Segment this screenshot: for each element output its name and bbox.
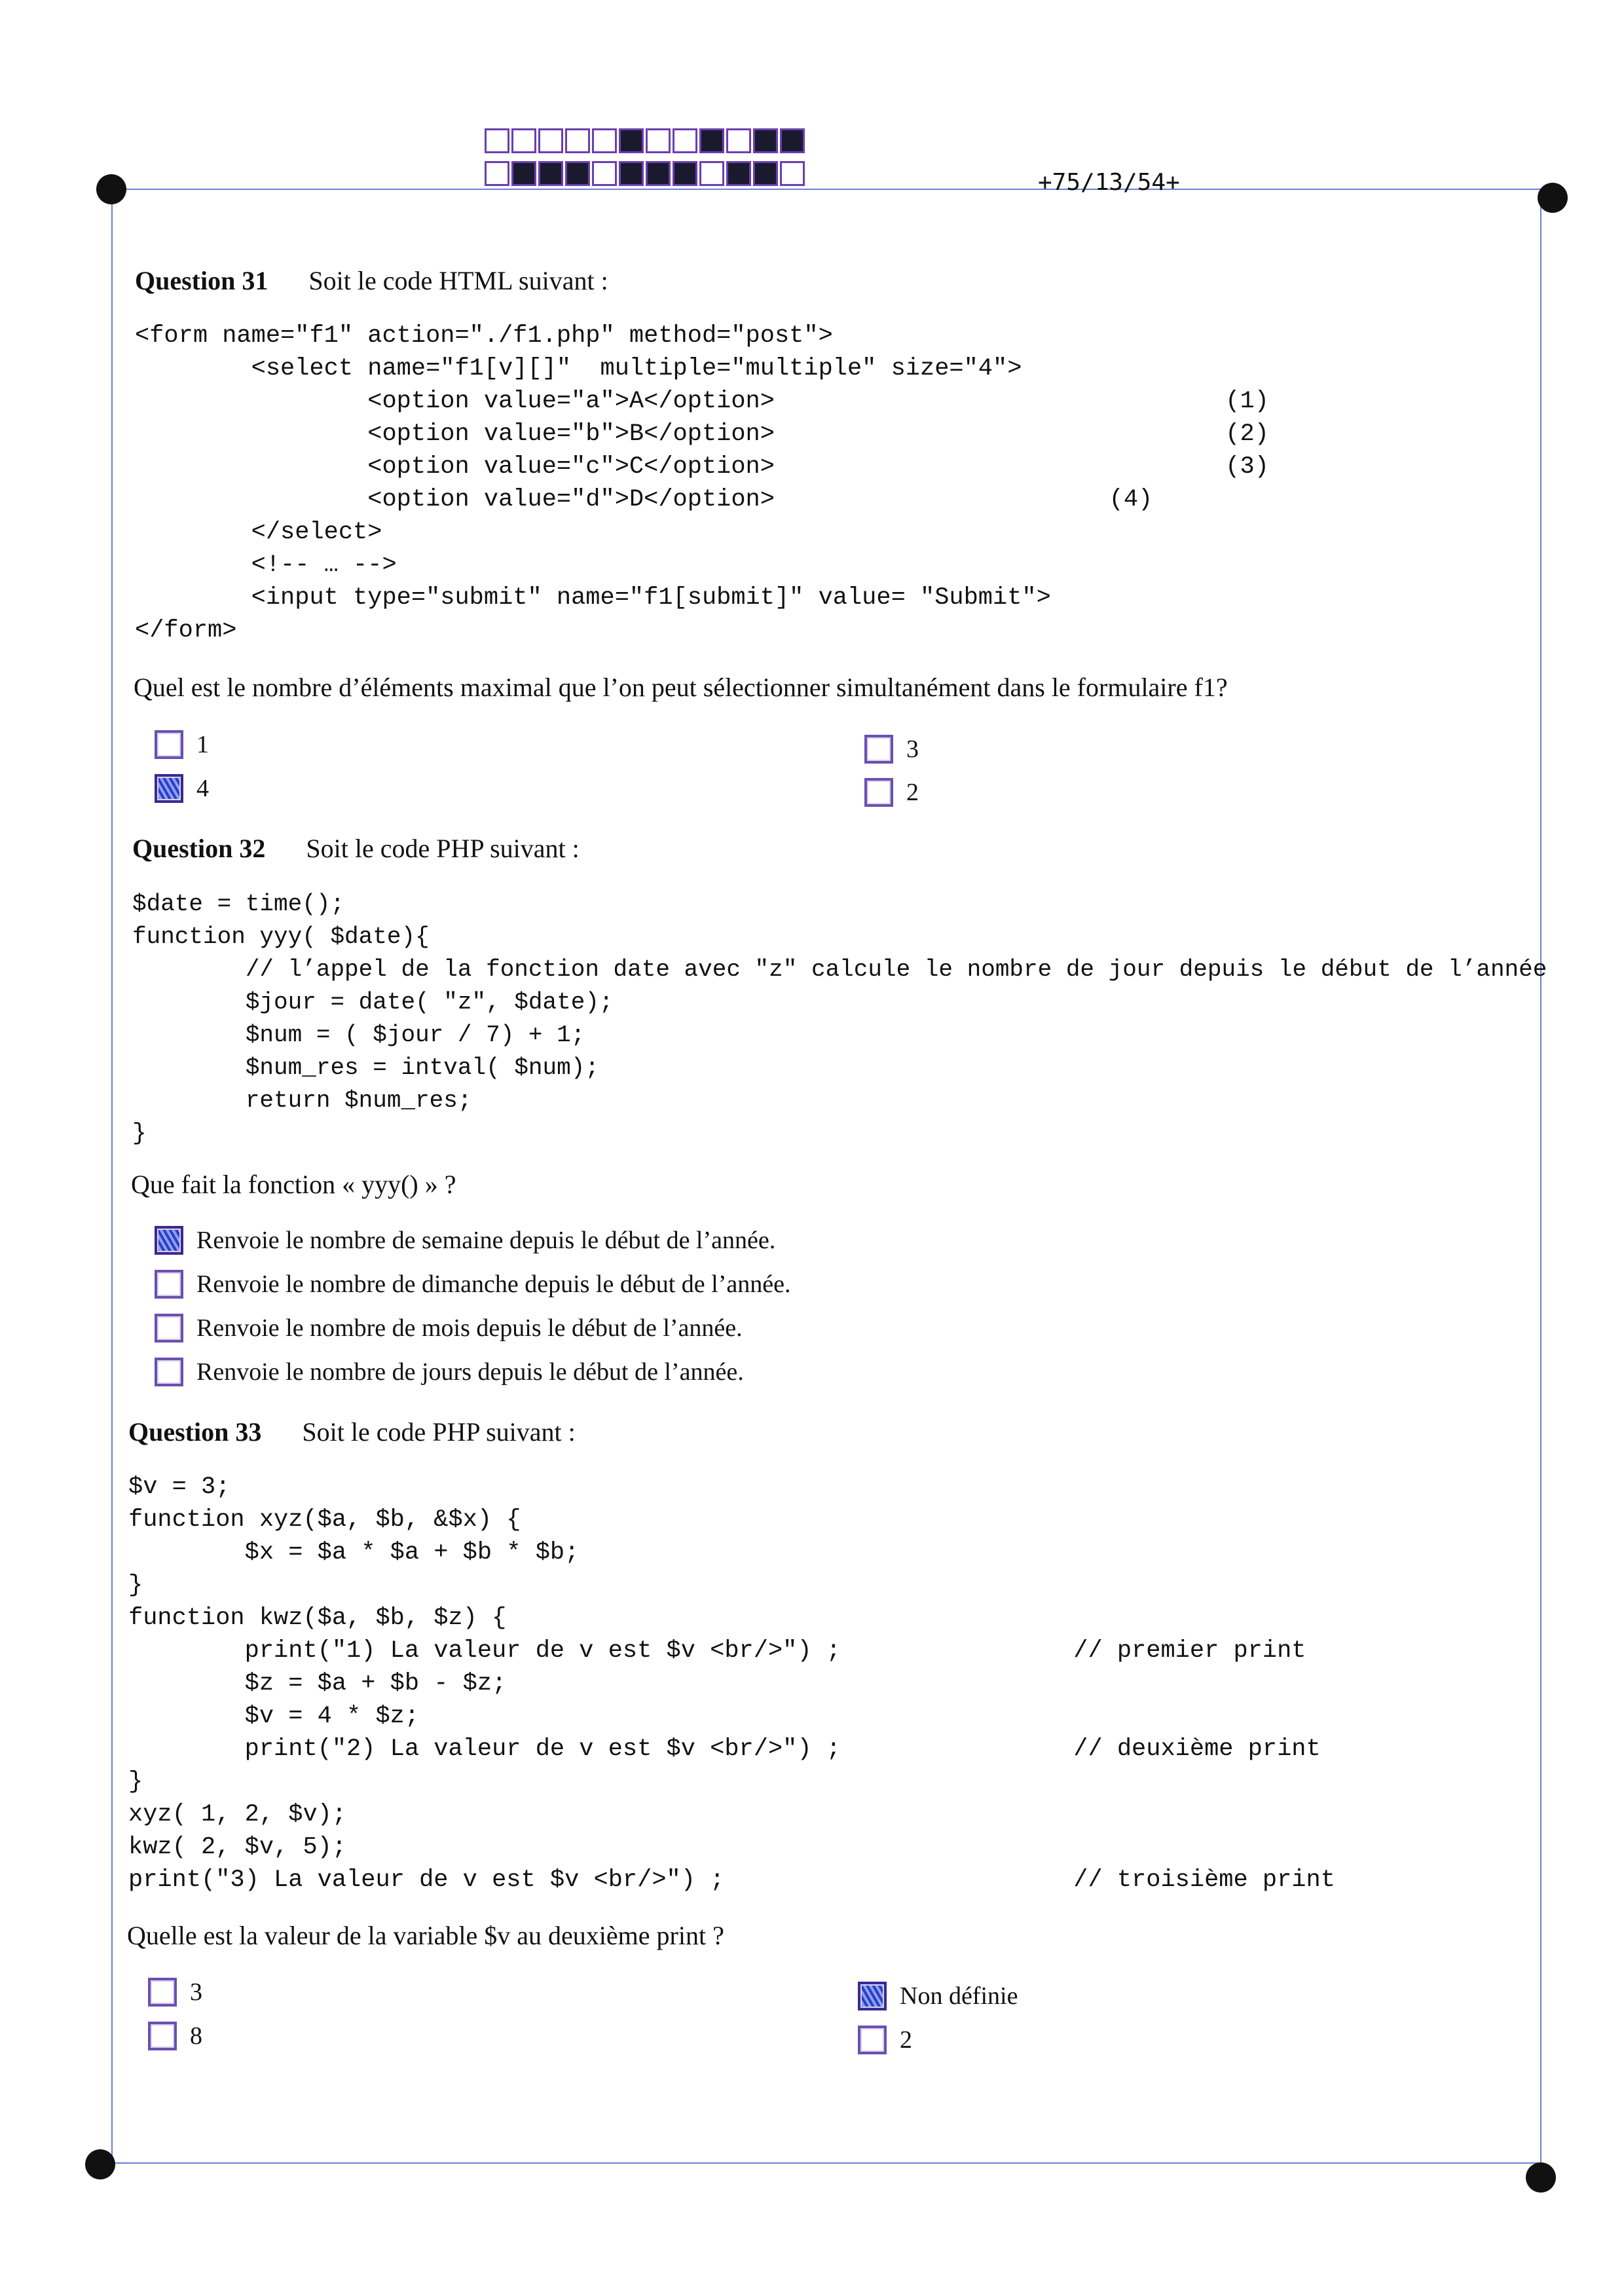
q32-option-1-label: Renvoie le nombre de semaine depuis le début de l’année. [196, 1227, 776, 1254]
q33-option-3-label: Non définie [900, 1982, 1018, 2010]
question-31-intro: Soit le code HTML suivant : [308, 266, 608, 295]
barcode-cell [699, 161, 724, 186]
q33-option-2-label: 8 [190, 2022, 202, 2050]
question-31-header [135, 265, 608, 296]
q32-option-2-label: Renvoie le nombre de dimanche depuis le début de l’année. [196, 1270, 791, 1298]
barcode-cell [780, 128, 805, 153]
q33-option-3[interactable] [858, 1982, 1018, 2010]
q31-option-4-label: 2 [906, 779, 919, 806]
corner-mark-top-right [1538, 183, 1568, 213]
barcode-cell [485, 128, 509, 153]
q32-option-3-label: Renvoie le nombre de mois depuis le début de l’année. [196, 1314, 743, 1342]
barcode-cell [511, 128, 536, 153]
question-32-code: $date = time(); function yyy( $date){ // l’appel de la fonction date avec "z" calcule le nombre de jour depuis le début de l’année $jour = date( "z", $date); $num = ( $jour / 7) + 1; $num_res = intval( $num); return $num_res; } [132, 891, 1547, 1147]
corner-mark-top-left [96, 174, 126, 204]
q31-option-1[interactable] [155, 730, 209, 759]
question-31-prompt: Quel est le nombre d’éléments maximal que l’on peut sélectionner simultanément dans le formulaire f1? [134, 673, 1228, 702]
question-31-label: Question 31 [135, 266, 268, 295]
barcode-cell [511, 161, 536, 186]
q32-option-3[interactable] [155, 1314, 743, 1342]
q33-option-1-label: 3 [190, 1978, 202, 2006]
q33-option-1[interactable] [148, 1978, 202, 2007]
barcode-cell [619, 161, 644, 186]
frame-left-line [111, 189, 113, 2166]
q33-checkbox-1[interactable] [148, 1978, 177, 2007]
barcode-cell [592, 161, 617, 186]
q31-option-3[interactable] [864, 735, 919, 764]
barcode-cell [673, 161, 697, 186]
question-33-code: $v = 3; function xyz($a, $b, &$x) { $x = $a * $a + $b * $b; } function kwz($a, $b, $z) { print("1) La valeur de v est $v <br/>") ; // premier print $z = $a + $b - $z; $v = 4 * $z; print("2) La valeur de v est $v <br/>") ; // deuxième print } xyz( 1, 2, $v); kwz( 2, $v, 5); print("3) La valeur de v est $v <br/>") ; // troisième print [128, 1473, 1335, 1894]
question-33-header [128, 1416, 576, 1447]
barcode-row-2 [485, 161, 807, 186]
q33-option-4-label: 2 [900, 2026, 912, 2054]
question-33-prompt: Quelle est la valeur de la variable $v au deuxième print ? [127, 1921, 724, 1950]
barcode-cell [565, 128, 590, 153]
q32-option-4[interactable] [155, 1358, 744, 1386]
q33-option-2[interactable] [148, 2022, 202, 2050]
q31-option-2[interactable] [155, 774, 209, 803]
barcode-cell [538, 128, 563, 153]
q32-option-4-label: Renvoie le nombre de jours depuis le début de l’année. [196, 1358, 744, 1386]
question-33-intro: Soit le code PHP suivant : [302, 1417, 576, 1447]
frame-bottom-line [100, 2162, 1540, 2164]
barcode-cell [726, 128, 751, 153]
q31-option-3-label: 3 [906, 735, 919, 763]
barcode-cell [753, 128, 778, 153]
q32-option-2[interactable] [155, 1270, 790, 1299]
q32-option-1[interactable] [155, 1226, 775, 1255]
corner-mark-bottom-left [85, 2149, 115, 2179]
q32-checkbox-2[interactable] [155, 1270, 183, 1299]
frame-top-line [111, 189, 1552, 190]
barcode-cell [485, 161, 509, 186]
sheet-id: +75/13/54+ [1038, 169, 1180, 196]
barcode-cell [673, 128, 697, 153]
barcode-cell [699, 128, 724, 153]
q31-checkbox-2[interactable] [155, 774, 183, 803]
barcode-cell [619, 128, 644, 153]
barcode-cell [538, 161, 563, 186]
q32-checkbox-1[interactable] [155, 1226, 183, 1255]
question-32-header [132, 833, 580, 864]
q31-option-2-label: 4 [196, 775, 209, 802]
q31-checkbox-1[interactable] [155, 730, 183, 759]
barcode-cell [753, 161, 778, 186]
barcode-cell [592, 128, 617, 153]
barcode-cell [646, 161, 671, 186]
q31-checkbox-4[interactable] [864, 778, 893, 807]
corner-mark-bottom-right [1526, 2162, 1556, 2193]
barcode-row-1 [485, 128, 807, 153]
question-32-intro: Soit le code PHP suivant : [306, 834, 580, 863]
barcode-cell [565, 161, 590, 186]
q32-checkbox-3[interactable] [155, 1314, 183, 1342]
question-32-label: Question 32 [132, 834, 266, 863]
barcode-cell [646, 128, 671, 153]
q32-checkbox-4[interactable] [155, 1358, 183, 1386]
barcode-cell [780, 161, 805, 186]
q31-checkbox-3[interactable] [864, 735, 893, 764]
q31-option-1-label: 1 [196, 731, 209, 758]
question-33-label: Question 33 [128, 1417, 262, 1447]
barcode-cell [726, 161, 751, 186]
q33-checkbox-2[interactable] [148, 2022, 177, 2050]
q33-checkbox-4[interactable] [858, 2026, 887, 2054]
q33-checkbox-3[interactable] [858, 1982, 887, 2010]
question-32-prompt: Que fait la fonction « yyy() » ? [131, 1170, 456, 1199]
frame-right-line [1540, 196, 1541, 2181]
question-31-code: <form name="f1" action="./f1.php" method="post"> <select name="f1[v][]" multiple="multiple" size="4"> <option value="a">A</option> (1) <option value="b">B</option> (2) <option value="c">C</option> (3) <option value="d">D</option> (4) </select> <!-- … --> <input type="submit" name="f1[submit]" value= "Submit"> </form> [135, 322, 1269, 644]
q33-option-4[interactable] [858, 2026, 912, 2054]
q31-option-4[interactable] [864, 778, 919, 807]
